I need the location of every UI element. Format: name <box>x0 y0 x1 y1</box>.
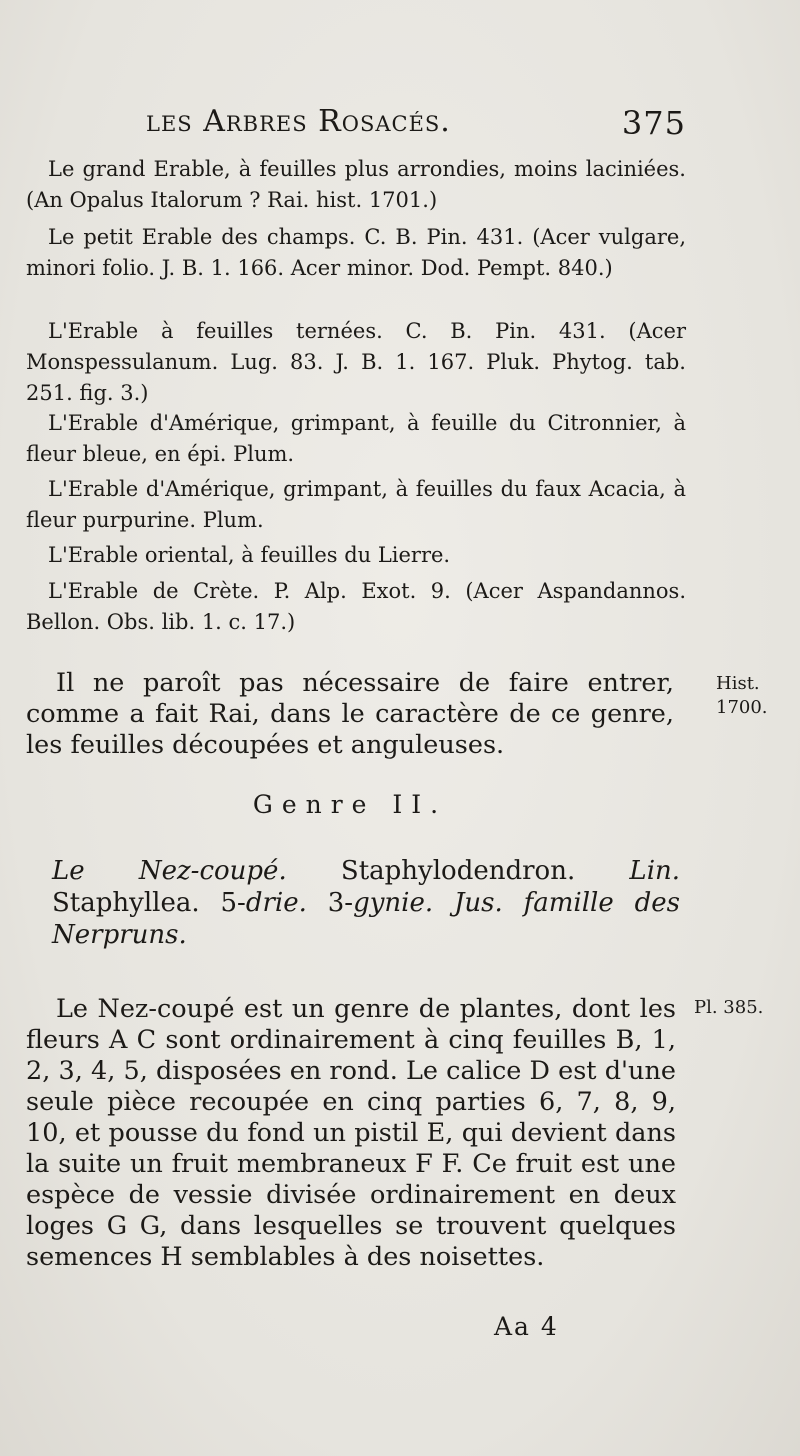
genre-definition <box>52 855 680 951</box>
synonym-entry: L'Erable à feuilles ternées. C. B. Pin. 431. (Acer Monspessulanum. Lug. 83. J. B. 1. 167. Pluk. Phytog. tab. 251. fig. 3.) <box>26 319 686 405</box>
synonym-entry: L'Erable d'Amérique, grimpant, à feuilles du faux Acacia, à fleur purpurine. Plum. <box>26 477 686 532</box>
class-name: drie. <box>245 888 307 918</box>
order-name: gynie. <box>353 888 434 918</box>
running-head <box>146 104 686 144</box>
synonym-entry: Le petit Erable des champs. C. B. Pin. 431. (Acer vulgare, minori folio. J. B. 1. 166. Acer minor. Dod. Pempt. 840.) <box>26 225 686 280</box>
jussieu-family: Jus. famille des Nerpruns. <box>52 888 681 950</box>
synonym-entry: Le grand Erable, à feuilles plus arrondies, moins laciniées. (An Opalus Italorum ? Rai. hist. 1701.) <box>26 157 686 212</box>
margin-note-plate: Pl. 385. <box>694 997 764 1018</box>
paragraph-genus-description: Le Nez-coupé est un genre de plantes, dont les fleurs A C sont ordinairement à cinq feuilles B, 1, 2, 3, 4, 5, disposées en rond. Le calice D est d'une seule pièce recoupée en cinq parties 6, 7, 8, 9, 10, et pousse du fond un pistil E, qui devient dans la suite un fruit membraneux F F. Ce fruit est une espèce de vessie divisée ordinairement en deux loges G G, dans lesquelles se trouvent quelques semences H semblables à des noisettes. <box>26 994 676 1272</box>
catchword: Aa 4 <box>494 1312 559 1341</box>
running-title: les Arbres Rosacés. <box>146 104 451 139</box>
synonym-entry: L'Erable de Crète. P. Alp. Exot. 9. (Acer Aspandannos. Bellon. Obs. lib. 1. c. 17.) <box>26 579 686 634</box>
linnaeus-ref: Lin. <box>629 856 681 886</box>
synonym-entry: L'Erable oriental, à feuilles du Lierre. <box>48 543 451 567</box>
order-number: 3- <box>327 888 354 918</box>
genre-heading: Genre II. <box>252 790 448 819</box>
paragraph-ray-note: Il ne paroît pas nécessaire de faire entrer, comme a fait Rai, dans le caractère de ce genre, les feuilles découpées et anguleuses. <box>26 668 674 760</box>
linnaeus-name: Staphyllea. <box>52 888 200 918</box>
margin-note-hist: Hist. 1700. <box>716 673 768 718</box>
page-number: 375 <box>621 104 686 142</box>
latin-name: Staphylodendron. <box>340 856 576 886</box>
genus-name: Le Nez-coupé. <box>52 856 287 886</box>
synonym-entry: L'Erable d'Amérique, grimpant, à feuille du Citronnier, à fleur bleue, en épi. Plum. <box>26 411 686 466</box>
class-number: 5- <box>220 888 246 918</box>
